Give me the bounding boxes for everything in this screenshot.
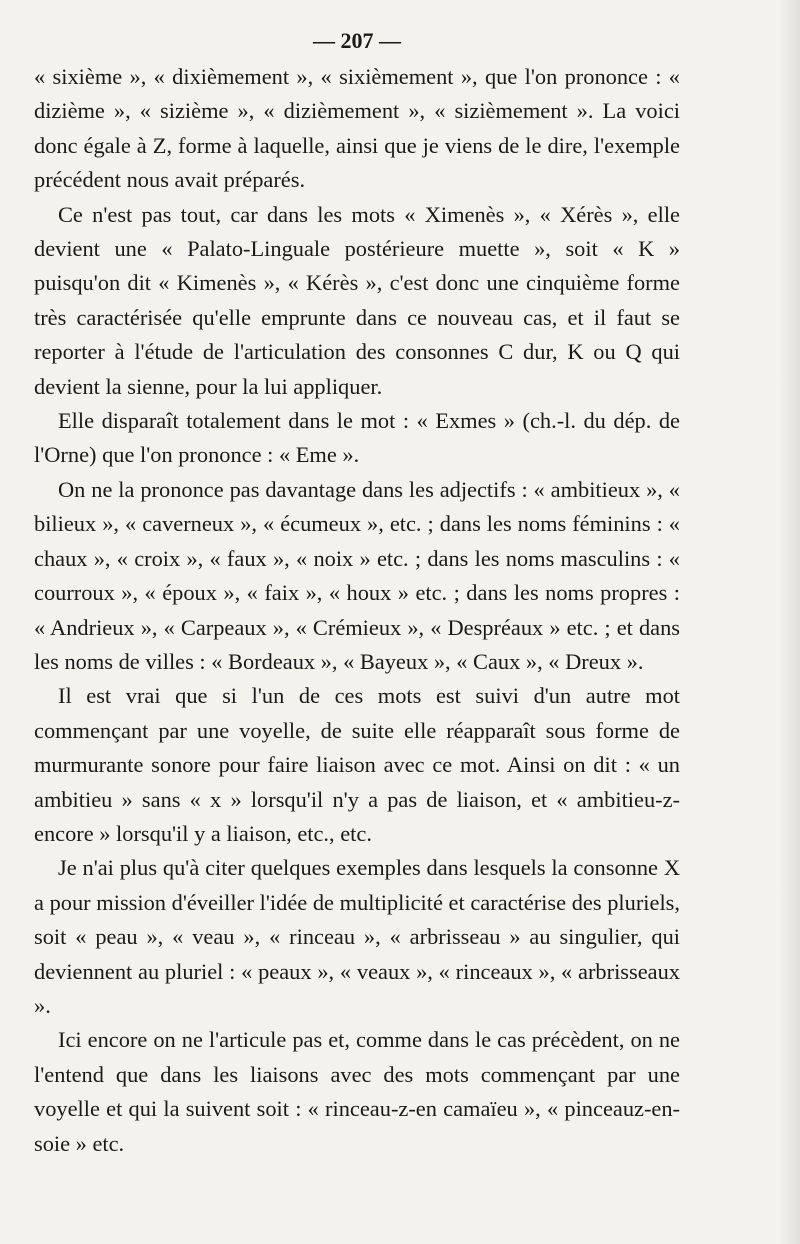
page-edge-shadow	[778, 0, 800, 1244]
body-text	[34, 60, 680, 1161]
paragraph: On ne la prononce pas davantage dans les adjectifs : « ambitieux », « bilieux », « caverneux », « écumeux », etc. ; dans les noms féminins : « chaux », « croix », « faux », « noix » etc. ; dans les noms masculins : « courroux », « époux », « faix », « houx » etc. ; dans les noms propres : « Andrieux », « Carpeaux », « Crémieux », « Despréaux » etc. ; et dans les noms de villes : « Bordeaux », « Bayeux », « Caux », « Dreux ».	[34, 476, 680, 674]
paragraph: « sixième », « dixièmement », « sixièmement », que l'on prononce : « dizième », « sizième », « dizièmement », « sizièmement ». La voici donc égale à Z, forme à laquelle, ainsi que je viens de le dire, l'exemple précédent nous avait préparés.	[34, 64, 680, 193]
paragraph: Je n'ai plus qu'à citer quelques exemples dans lesquels la consonne X a pour mission d'éveiller l'idée de multiplicité et caractérise des pluriels, soit « peau », « veau », « rinceau », « arbrisseau » au singulier, qui deviennent au pluriel : « peaux », « veaux », « rinceaux », « arbrisseaux ».	[34, 855, 680, 1018]
paragraph: Ici encore on ne l'articule pas et, comme dans le cas précèdent, on ne l'entend que dans les liaisons avec des mots commençant par une voyelle et qui la suivent soit : « rinceau-z-en camaïeu », « pinceauz-en-soie » etc.	[34, 1027, 680, 1156]
page-number: — 207 —	[313, 28, 401, 53]
paragraph: Il est vrai que si l'un de ces mots est suivi d'un autre mot commençant par une voyelle, de suite elle réapparaît sous forme de murmurante sonore pour faire liaison avec ce mot. Ainsi on dit : « un ambitieu » sans « x » lorsqu'il n'y a pas de liaison, et « ambitieu-z-encore » lorsqu'il y a liaison, etc., etc.	[34, 683, 680, 846]
paragraph: Elle disparaît totalement dans le mot : « Exmes » (ch.-l. du dép. de l'Orne) que l'on prononce : « Eme ».	[34, 408, 680, 468]
paragraph: Ce n'est pas tout, car dans les mots « Ximenès », « Xérès », elle devient une « Palato-Linguale postérieure muette », soit « K » puisqu'on dit « Kimenès », « Kérès », c'est donc une cinquième forme très caractérisée qu'elle emprunte dans ce nouveau cas, et il faut se reporter à l'étude de l'articulation des consonnes C dur, K ou Q qui devient la sienne, pour la lui appliquer.	[34, 201, 680, 399]
